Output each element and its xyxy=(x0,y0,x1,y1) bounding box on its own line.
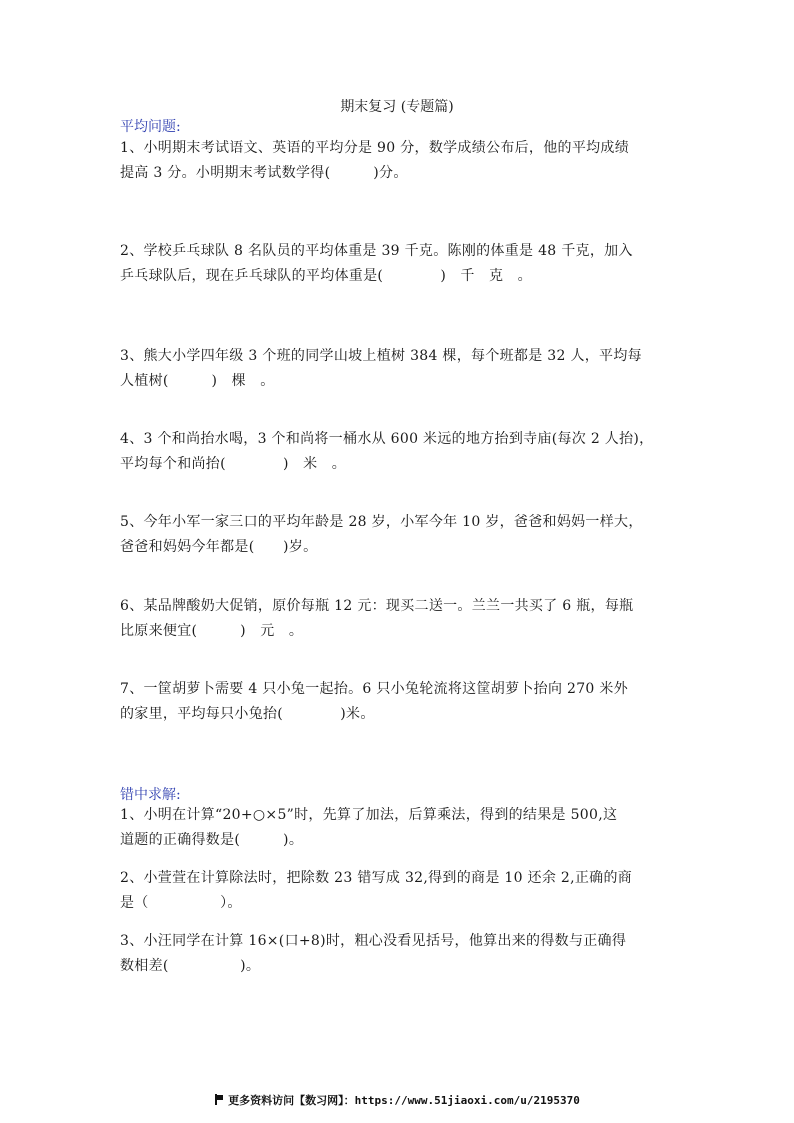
flag-icon xyxy=(214,1094,224,1105)
question-3 xyxy=(120,929,680,979)
question-line: 3、小汪同学在计算 16×(口+8)时，粗心没看见括号，他算出来的得数与正确得 xyxy=(120,933,627,949)
question-line: 5、今年小军一家三口的平均年龄是 28 岁，小军今年 10 岁，爸爸和妈妈一样大， xyxy=(120,514,643,530)
section-heading-average: 平均问题: xyxy=(120,119,181,135)
question-line: 4、3 个和尚抬水喝，3 个和尚将一桶水从 600 米远的地方抬到寺庙(每次 2 人抬)， xyxy=(120,431,654,447)
question-line: 3、熊大小学四年级 3 个班的同学山坡上植树 384 棵，每个班都是 32 人，平均每 xyxy=(120,348,642,364)
question-line: 平均每个和尚抬( ) 米 。 xyxy=(120,456,347,472)
question-line: 数相差( )。 xyxy=(120,958,261,974)
question-line: 2、小萱萱在计算除法时，把除数 23 错写成 32,得到的商是 10 还余 2,正确的商 xyxy=(120,870,633,886)
question-1 xyxy=(120,803,680,853)
question-line: 1、小明在计算“20+○×5”时，先算了加法，后算乘法，得到的结果是 500,这 xyxy=(120,807,618,823)
question-line: 人植树( ) 棵 。 xyxy=(120,373,275,389)
question-line: 乒乓球队后，现在乒乓球队的平均体重是( ) 千 克 。 xyxy=(120,268,532,284)
question-line: 7、一筐胡萝卜需要 4 只小兔一起抬。6 只小兔轮流将这筐胡萝卜抬向 270 米外 xyxy=(120,681,628,697)
question-7 xyxy=(120,677,680,727)
question-3 xyxy=(120,344,680,394)
question-line: 2、学校乒乓球队 8 名队员的平均体重是 39 千克。陈刚的体重是 48 千克，加入 xyxy=(120,243,633,259)
question-1 xyxy=(120,136,680,186)
section-heading-error-solving: 错中求解: xyxy=(120,787,181,803)
question-line: 比原来便宜( ) 元 。 xyxy=(120,623,304,639)
question-4 xyxy=(120,427,680,477)
question-line: 6、某品牌酸奶大促销，原价每瓶 12 元：现买二送一。兰兰一共买了 6 瓶，每瓶 xyxy=(120,598,634,614)
question-line: 提高 3 分。小明期末考试数学得( )分。 xyxy=(120,165,408,181)
question-2 xyxy=(120,239,680,289)
question-line: 1、小明期末考试语文、英语的平均分是 90 分，数学成绩公布后，他的平均成绩 xyxy=(120,140,630,156)
question-5 xyxy=(120,510,680,560)
question-line: 是（ ）。 xyxy=(120,895,242,911)
question-line: 爸爸和妈妈今年都是( )岁。 xyxy=(120,539,318,555)
question-line: 道题的正确得数是( )。 xyxy=(120,832,304,848)
question-2 xyxy=(120,866,680,916)
question-line: 的家里，平均每只小兔抬( )米。 xyxy=(120,706,375,722)
question-6 xyxy=(120,594,680,644)
page-title: 期末复习 (专题篇) xyxy=(340,99,454,115)
footer-text: 更多资料访问【数习网】：https://www.51jiaoxi.com/u/2195370 xyxy=(228,1094,580,1107)
footer-link[interactable] xyxy=(0,1093,794,1109)
